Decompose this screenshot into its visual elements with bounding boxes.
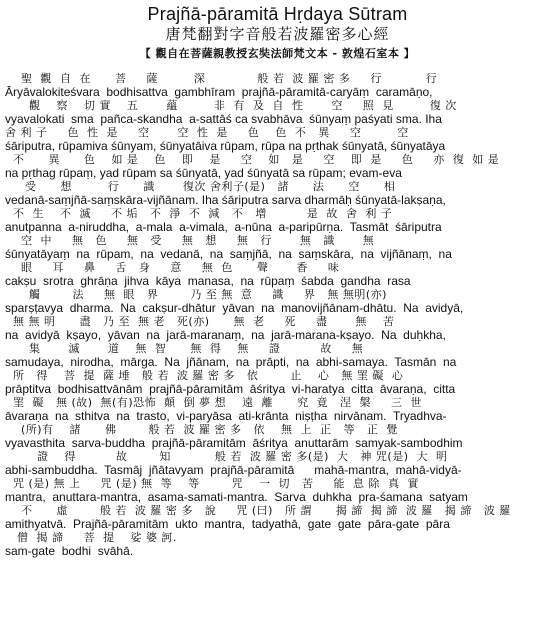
verse-pair bbox=[5, 369, 551, 396]
sanskrit-line: anutpanna a-niruddha, a-mala a-vimala, a-nūna a-paripūrṇa. Tasmāt śāriputra bbox=[5, 220, 442, 234]
sanskrit-line: na avidyā kṣayo, yāvan na jarā-maranaṃ, na jarā-marana-kṣayo. Na duḥkha, bbox=[5, 328, 446, 342]
chinese-line: 眼 耳 鼻 舌 身 意 無 色 聲 香 味 bbox=[5, 261, 340, 274]
chinese-line: 無 無 明 盡 乃 至 無 老 死(亦) 無 老 死 盡 無 苦 bbox=[5, 315, 395, 328]
verse-pair bbox=[5, 342, 551, 369]
chinese-line: 不 虛 般 若 波 羅 密 多 說 咒 (曰) 所 謂 揭 諦 揭 諦 波 羅 揭 諦 波 羅 bbox=[5, 504, 511, 517]
chinese-line: 所 得 菩 提 薩 埵 般 若 波 羅 密 多 依 止 心 無 罣 礙 心 bbox=[5, 369, 404, 382]
sanskrit-line: śāriputra, rūpamiva śūnyam, śūnyatāiva rūpam, rūpa na pṛthak śūnyatā, śūnyatāya bbox=[5, 139, 446, 153]
verse-pair bbox=[5, 207, 551, 234]
verse-pair bbox=[5, 72, 551, 99]
chinese-line: 不 異 色 如 是 色 即 是 空 如 是 空 即 是 色 亦 復 如 是 bbox=[5, 153, 500, 166]
verse-pair bbox=[5, 153, 551, 180]
verse-pair bbox=[5, 126, 551, 153]
chinese-line: 空 中 無 色 無 受 無 想 無 行 無 識 無 bbox=[5, 234, 375, 247]
verse-pair bbox=[5, 450, 551, 477]
chinese-line: 罣 礙 無 (故) 無(有)恐怖 顛 倒 夢 想 遠 離 究 竟 涅 槃 三 世 bbox=[5, 396, 423, 409]
chinese-line: 僧 揭 諦 菩 提 娑 婆 訶. bbox=[5, 531, 177, 544]
chinese-line: (所)有 諸 佛 般 若 波 羅 密 多 依 無 上 正 等 正 覺 bbox=[5, 423, 398, 436]
sanskrit-line: samudaya, nirodha, mārga. Na jñānam, na prāpti, na abhi-samaya. Tasmān na bbox=[5, 355, 457, 369]
chinese-line: 觀 察 切 實 五 蘊 非 有 及 自 性 空 照 見 復 次 bbox=[5, 99, 457, 112]
chinese-line: 證 得 故 知 般 若 波 羅 密 多(是) 大 神 咒(是) 大 明 bbox=[5, 450, 448, 463]
sanskrit-line: vedanā-saṃjñā-saṃskāra-vijñānam. Iha śāriputra sarva dharmāḥ śūnyatā-lakṣaṇa, bbox=[5, 193, 446, 207]
sanskrit-line: amithyatvā. Prajñā-pāramitām ukto mantra, tadyathā, gate gate pāra-gate pāra bbox=[5, 517, 450, 531]
chinese-line: 聖 觀 自 在 菩 薩 深 般 若 波 羅 密 多 行 行 bbox=[5, 72, 438, 85]
verse-pair bbox=[5, 261, 551, 288]
sanskrit-line: mantra, anuttara-mantra, asama-samati-mantra. Sarva duhkha pra-śamana satyam bbox=[5, 490, 468, 504]
verse-pair bbox=[5, 396, 551, 423]
chinese-title: 唐梵翻對字音般若波羅密多心經 bbox=[165, 25, 390, 43]
chinese-line: 受 想 行 識 復次 舍利子(是) 諸 法 空 相 bbox=[5, 180, 396, 193]
sanskrit-line: vyavalokati sma pañca-skandha a-sattāś ca svabhāva śūnyaṃ paśyati sma. Iha bbox=[5, 112, 442, 126]
sanskrit-line: na pṛthag rūpaṃ, yad rūpam sa śūnyatā, yad śūnyatā sa rūpam; evam-eva bbox=[5, 166, 402, 180]
sanskrit-line: prāptitva bodhisattvānām prajñā-pāramitām āśritya vi-haratya citta āvaraṇa, citta bbox=[5, 382, 456, 396]
verse-pair bbox=[5, 531, 551, 558]
edition-note: 【 觀自在菩薩親教授玄奘法師梵文本 - 敦煌石室本 】 bbox=[139, 47, 416, 60]
sanskrit-line: sparṣṭavya dharma. Na cakṣur-dhātur yāvan na manovijñānam-dhātu. Na avidyā, bbox=[5, 301, 464, 315]
chinese-line: 不 生 不 滅 不 垢 不 淨 不 減 不 增 是 故 舍 利 子 bbox=[5, 207, 393, 220]
sanskrit-line: śūnyatāyaṃ na rūpam, na vedanā, na saṃjñā, na saṃskāra, na vijñānaṃ, na bbox=[5, 247, 452, 261]
sanskrit-line: sam-gate bodhi svāhā. bbox=[5, 544, 134, 558]
document-title: Prajñā-pāramitā Hṛdaya Sūtram bbox=[147, 4, 408, 24]
verse-pair bbox=[5, 477, 551, 504]
sanskrit-line: Āryāvalokiteśvara bodhisattva gambhīram prajñā-pāramitā-caryāṃ caramāṇo, bbox=[5, 85, 433, 99]
verse-pair bbox=[5, 315, 551, 342]
verse-pair bbox=[5, 423, 551, 450]
sutra-text-body bbox=[5, 72, 551, 558]
verse-pair bbox=[5, 504, 551, 531]
chinese-line: 舍 利 子 色 性 是 空 空 性 是 色 色 不 異 空 空 bbox=[5, 126, 409, 139]
chinese-line: 觸 法 無 眼 界 乃 至 無 意 識 界 無 無明(亦) bbox=[5, 288, 387, 301]
chinese-line: 集 滅 道 無 智 無 得 無 證 故 無 bbox=[5, 342, 364, 355]
sanskrit-line: cakṣu srotra ghrāṇa jihva kāya manasa, na rūpaṃ śabda gandha rasa bbox=[5, 274, 411, 288]
verse-pair bbox=[5, 180, 551, 207]
sanskrit-line: āvaraṇa na sthitva na trasto, vi-paryāsa ati-krānta niṣṭha nirvānam. Tryadhva- bbox=[5, 409, 447, 423]
sanskrit-line: abhi-sambuddha. Tasmāj jñātavyam prajñā-pāramitā mahā-mantra, mahā-vidyā- bbox=[5, 463, 462, 477]
chinese-line: 咒 (是) 無 上 咒 (是) 無 等 等 咒 一 切 苦 能 息 除 真 實 bbox=[5, 477, 420, 490]
verse-pair bbox=[5, 288, 551, 315]
sanskrit-line: vyavasthita sarva-buddha prajñā-pāramitām āśritya anuttarām samyak-sambodhim bbox=[5, 436, 463, 450]
verse-pair bbox=[5, 99, 551, 126]
verse-pair bbox=[5, 234, 551, 261]
